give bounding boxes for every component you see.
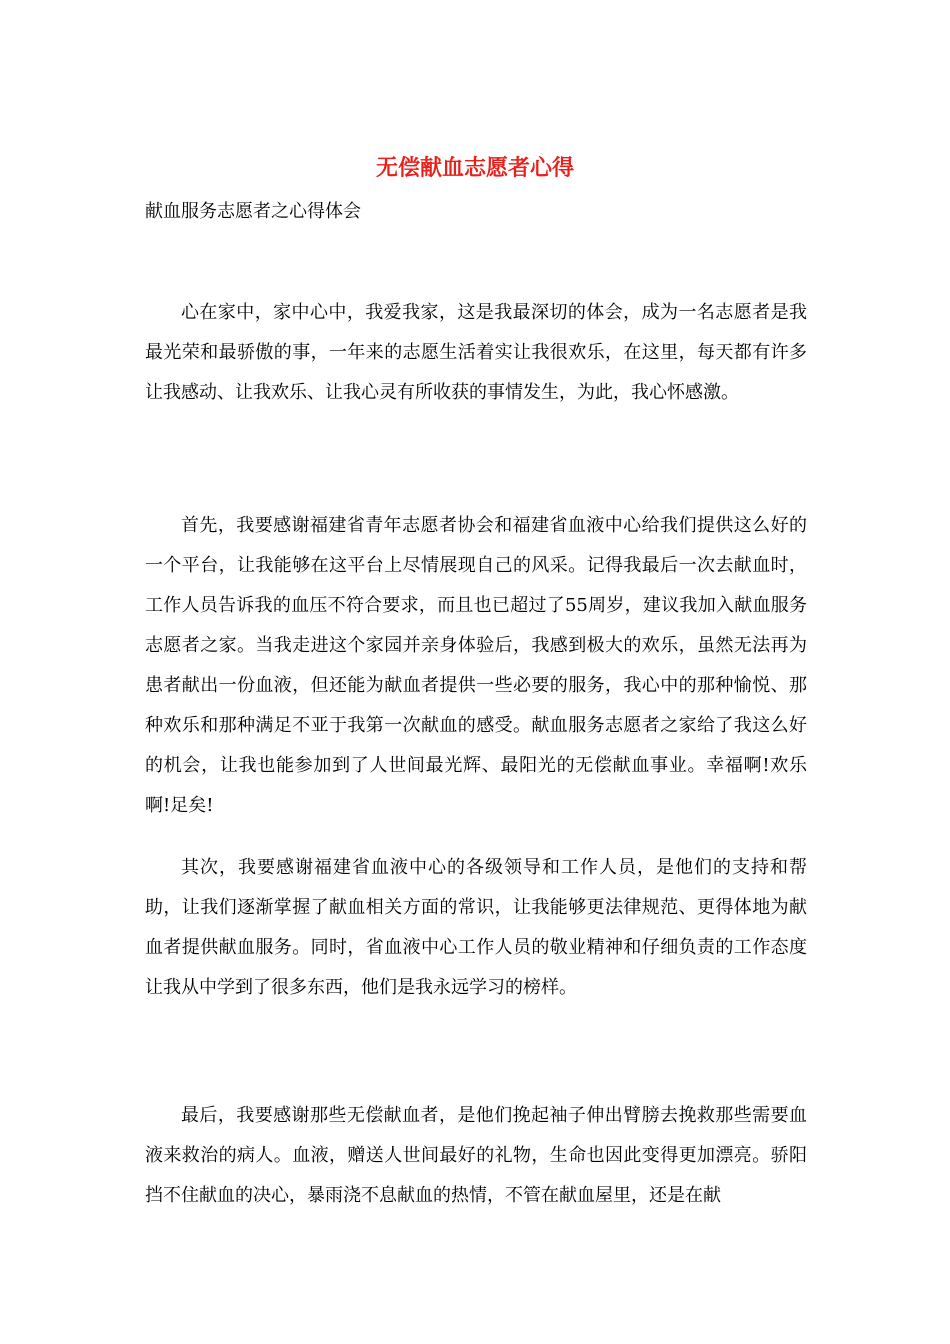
paragraph-1: 心在家中，家中心中，我爱我家，这是我最深切的体会，成为一名志愿者是我最光荣和最骄傲的事，一年来的志愿生活着实让我很欢乐，在这里，每天都有许多让我感动、让我欢乐、让我心灵有所收获的事情发生，为此，我心怀感激。	[145, 302, 807, 403]
document-title: 无偿献血志愿者心得	[375, 155, 574, 181]
paragraph-4: 最后，我要感谢那些无偿献血者，是他们挽起袖子伸出臂膀去挽救那些需要血液来救治的病人。血液，赠送人世间最好的礼物，生命也因此变得更加漂亮。骄阳挡不住献血的决心，暴雨浇不息献血的热情，不管在献血屋里，还是在献	[145, 1105, 807, 1206]
paragraph-2: 首先，我要感谢福建省青年志愿者协会和福建省血液中心给我们提供这么好的一个平台，让我能够在这平台上尽情展现自己的风采。记得我最后一次去献血时，工作人员告诉我的血压不符合要求，而且也已超过了55周岁，建议我加入献血服务志愿者之家。当我走进这个家园并亲身体验后，我感到极大的欢乐，虽然无法再为患者献出一份血液，但还能为献血者提供一些必要的服务，我心中的那种愉悦、那种欢乐和那种满足不亚于我第一次献血的感受。献血服务志愿者之家给了我这么好的机会，让我也能参加到了人世间最光辉、最阳光的无偿献血事业。幸福啊!欢乐啊!足矣!	[145, 515, 807, 816]
document-subtitle: 献血服务志愿者之心得体会	[145, 201, 361, 222]
paragraph-3: 其次，我要感谢福建省血液中心的各级领导和工作人员，是他们的支持和帮助，让我们逐渐掌握了献血相关方面的常识，让我能够更法律规范、更得体地为献血者提供献血服务。同时，省血液中心工作人员的敬业精神和仔细负责的工作态度让我从中学到了很多东西，他们是我永远学习的榜样。	[145, 857, 807, 998]
